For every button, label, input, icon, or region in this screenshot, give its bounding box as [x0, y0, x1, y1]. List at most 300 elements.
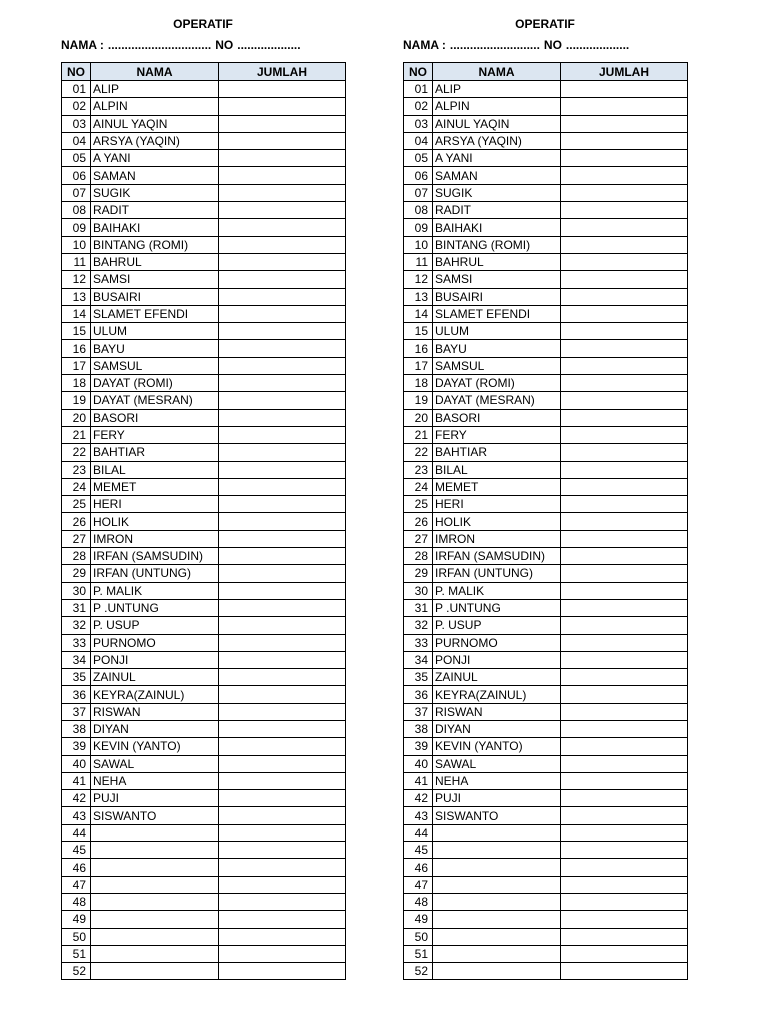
row-number: 41 [404, 772, 433, 789]
row-number: 51 [404, 945, 433, 962]
roster-body [62, 81, 346, 980]
row-amount-cell[interactable] [561, 184, 688, 201]
row-amount-cell[interactable] [219, 772, 346, 789]
row-amount-cell[interactable] [219, 755, 346, 772]
row-name: SAMSUL [433, 357, 561, 374]
row-name: P. USUP [433, 617, 561, 634]
row-amount-cell[interactable] [561, 253, 688, 270]
row-number: 21 [62, 426, 91, 443]
row-name: DAYAT (ROMI) [91, 375, 219, 392]
row-number: 50 [404, 928, 433, 945]
row-amount-cell[interactable] [219, 115, 346, 132]
row-amount-cell[interactable] [219, 426, 346, 443]
row-amount-cell[interactable] [561, 651, 688, 668]
table-row [62, 582, 346, 599]
table-row [404, 426, 688, 443]
row-name: ARSYA (YAQIN) [433, 132, 561, 149]
header-no: NO [62, 63, 91, 81]
row-amount-cell[interactable] [219, 513, 346, 530]
row-amount-cell[interactable] [561, 669, 688, 686]
row-name: ULUM [91, 323, 219, 340]
row-name [91, 824, 219, 841]
row-name: SAWAL [91, 755, 219, 772]
sheet-title: OPERATIF [173, 17, 233, 31]
row-name: BAHRUL [433, 253, 561, 270]
row-number: 31 [62, 599, 91, 616]
row-number: 48 [62, 893, 91, 910]
row-name: DAYAT (MESRAN) [433, 392, 561, 409]
row-amount-cell[interactable] [219, 928, 346, 945]
row-name: BASORI [91, 409, 219, 426]
row-number: 16 [62, 340, 91, 357]
table-row [62, 945, 346, 962]
row-amount-cell[interactable] [219, 184, 346, 201]
row-amount-cell[interactable] [219, 790, 346, 807]
row-name: HOLIK [433, 513, 561, 530]
row-number: 50 [62, 928, 91, 945]
row-number: 13 [62, 288, 91, 305]
row-name: SAMSI [91, 271, 219, 288]
row-number: 09 [404, 219, 433, 236]
row-amount-cell[interactable] [219, 669, 346, 686]
row-amount-cell[interactable] [219, 911, 346, 928]
row-amount-cell[interactable] [561, 444, 688, 461]
row-amount-cell[interactable] [219, 236, 346, 253]
row-number: 12 [404, 271, 433, 288]
row-name: P. USUP [91, 617, 219, 634]
row-number: 18 [62, 375, 91, 392]
table-row [404, 686, 688, 703]
table-row [404, 115, 688, 132]
row-name: IRFAN (SAMSUDIN) [91, 548, 219, 565]
row-amount-cell[interactable] [219, 963, 346, 980]
table-row [404, 184, 688, 201]
row-number: 01 [62, 81, 91, 98]
row-amount-cell[interactable] [219, 893, 346, 910]
row-amount-cell[interactable] [219, 202, 346, 219]
number-blank: ................... [237, 38, 301, 52]
row-name: IRFAN (SAMSUDIN) [433, 548, 561, 565]
table-row [404, 81, 688, 98]
table-row [404, 530, 688, 547]
row-number: 52 [62, 963, 91, 980]
row-name: SLAMET EFENDI [91, 305, 219, 322]
row-name: PONJI [433, 651, 561, 668]
row-amount-cell[interactable] [561, 617, 688, 634]
row-number: 28 [62, 548, 91, 565]
row-number: 48 [404, 893, 433, 910]
row-amount-cell[interactable] [561, 202, 688, 219]
row-number: 04 [62, 132, 91, 149]
row-number: 06 [62, 167, 91, 184]
row-number: 01 [404, 81, 433, 98]
table-row [62, 132, 346, 149]
header-row [62, 63, 346, 81]
row-number: 14 [62, 305, 91, 322]
row-amount-cell[interactable] [561, 461, 688, 478]
row-number: 30 [62, 582, 91, 599]
row-amount-cell[interactable] [561, 426, 688, 443]
table-row [62, 824, 346, 841]
row-amount-cell[interactable] [219, 167, 346, 184]
table-row [62, 548, 346, 565]
header-row [404, 63, 688, 81]
row-number: 42 [62, 790, 91, 807]
table-row [404, 669, 688, 686]
table-row [404, 167, 688, 184]
row-amount-cell[interactable] [219, 634, 346, 651]
row-amount-cell[interactable] [561, 634, 688, 651]
row-amount-cell[interactable] [219, 565, 346, 582]
table-row [404, 807, 688, 824]
table-row [62, 911, 346, 928]
row-amount-cell[interactable] [561, 150, 688, 167]
row-amount-cell[interactable] [219, 305, 346, 322]
row-name: KEYRA(ZAINUL) [433, 686, 561, 703]
row-name: IMRON [433, 530, 561, 547]
row-name: ZAINUL [91, 669, 219, 686]
row-amount-cell[interactable] [561, 548, 688, 565]
row-amount-cell[interactable] [561, 565, 688, 582]
row-amount-cell[interactable] [561, 582, 688, 599]
number-blank: ................... [565, 38, 630, 52]
row-number: 34 [404, 651, 433, 668]
row-amount-cell[interactable] [219, 859, 346, 876]
table-row [404, 323, 688, 340]
row-amount-cell[interactable] [561, 167, 688, 184]
row-name: BASORI [433, 409, 561, 426]
table-row [404, 132, 688, 149]
row-number: 45 [62, 842, 91, 859]
row-name [433, 893, 561, 910]
row-name: BINTANG (ROMI) [91, 236, 219, 253]
table-row [62, 790, 346, 807]
row-name: ALPIN [433, 98, 561, 115]
row-amount-cell[interactable] [219, 219, 346, 236]
row-name: P .UNTUNG [433, 599, 561, 616]
row-amount-cell[interactable] [561, 478, 688, 495]
row-number: 34 [62, 651, 91, 668]
row-number: 24 [404, 478, 433, 495]
row-number: 15 [62, 323, 91, 340]
row-amount-cell[interactable] [219, 686, 346, 703]
row-amount-cell[interactable] [561, 720, 688, 737]
row-amount-cell[interactable] [219, 98, 346, 115]
row-name: A YANI [433, 150, 561, 167]
row-number: 10 [404, 236, 433, 253]
row-amount-cell[interactable] [561, 340, 688, 357]
table-row [404, 305, 688, 322]
row-name [433, 945, 561, 962]
sheet-title: OPERATIF [515, 17, 575, 31]
table-row [62, 599, 346, 616]
row-name: IMRON [91, 530, 219, 547]
row-amount-cell[interactable] [219, 842, 346, 859]
table-row [62, 617, 346, 634]
row-number: 23 [404, 461, 433, 478]
table-row [404, 772, 688, 789]
table-row [404, 375, 688, 392]
row-amount-cell[interactable] [219, 548, 346, 565]
row-amount-cell[interactable] [561, 876, 688, 893]
table-row [404, 392, 688, 409]
table-row [404, 565, 688, 582]
row-amount-cell[interactable] [219, 340, 346, 357]
table-row [62, 323, 346, 340]
row-amount-cell[interactable] [561, 98, 688, 115]
table-row [404, 928, 688, 945]
row-name [91, 928, 219, 945]
row-name: HERI [433, 496, 561, 513]
row-name [91, 911, 219, 928]
row-number: 44 [62, 824, 91, 841]
row-amount-cell[interactable] [561, 738, 688, 755]
table-row [404, 893, 688, 910]
row-amount-cell[interactable] [219, 461, 346, 478]
row-amount-cell[interactable] [219, 323, 346, 340]
table-row [62, 271, 346, 288]
row-amount-cell[interactable] [561, 409, 688, 426]
table-row [404, 253, 688, 270]
table-row [404, 202, 688, 219]
table-row [404, 824, 688, 841]
row-amount-cell[interactable] [561, 790, 688, 807]
row-number: 21 [404, 426, 433, 443]
row-number: 49 [62, 911, 91, 928]
row-amount-cell[interactable] [219, 807, 346, 824]
row-amount-cell[interactable] [561, 599, 688, 616]
row-number: 26 [62, 513, 91, 530]
row-amount-cell[interactable] [219, 703, 346, 720]
table-row [404, 548, 688, 565]
row-amount-cell[interactable] [561, 392, 688, 409]
row-amount-cell[interactable] [219, 496, 346, 513]
row-name: SAMAN [433, 167, 561, 184]
table-row [62, 842, 346, 859]
row-amount-cell[interactable] [219, 271, 346, 288]
row-amount-cell[interactable] [219, 253, 346, 270]
table-row [62, 426, 346, 443]
table-row [404, 842, 688, 859]
row-name: FERY [433, 426, 561, 443]
table-row [404, 582, 688, 599]
row-number: 20 [62, 409, 91, 426]
row-amount-cell[interactable] [561, 530, 688, 547]
row-number: 05 [404, 150, 433, 167]
row-name: P .UNTUNG [91, 599, 219, 616]
row-amount-cell[interactable] [561, 824, 688, 841]
row-amount-cell[interactable] [219, 738, 346, 755]
row-amount-cell[interactable] [219, 357, 346, 374]
row-number: 47 [62, 876, 91, 893]
row-amount-cell[interactable] [561, 357, 688, 374]
row-amount-cell[interactable] [561, 496, 688, 513]
row-name: BUSAIRI [91, 288, 219, 305]
table-row [62, 928, 346, 945]
table-row [62, 392, 346, 409]
row-number: 15 [404, 323, 433, 340]
row-name [91, 893, 219, 910]
row-amount-cell[interactable] [561, 132, 688, 149]
table-row [404, 755, 688, 772]
name-number-line [61, 37, 361, 53]
row-number: 39 [62, 738, 91, 755]
table-row [404, 219, 688, 236]
row-amount-cell[interactable] [219, 720, 346, 737]
row-name [91, 842, 219, 859]
table-row [62, 634, 346, 651]
table-row [62, 669, 346, 686]
row-number: 19 [404, 392, 433, 409]
row-name: A YANI [91, 150, 219, 167]
row-amount-cell[interactable] [219, 132, 346, 149]
row-number: 25 [404, 496, 433, 513]
table-row [62, 859, 346, 876]
row-number: 13 [404, 288, 433, 305]
row-name: NEHA [433, 772, 561, 789]
table-row [404, 634, 688, 651]
table-row [62, 478, 346, 495]
row-name: DAYAT (ROMI) [433, 375, 561, 392]
row-amount-cell[interactable] [561, 236, 688, 253]
table-row [404, 703, 688, 720]
row-name: ALIP [433, 81, 561, 98]
row-number: 14 [404, 305, 433, 322]
row-amount-cell[interactable] [219, 409, 346, 426]
table-row [62, 305, 346, 322]
row-amount-cell[interactable] [219, 288, 346, 305]
table-row [62, 720, 346, 737]
row-name: PUJI [91, 790, 219, 807]
row-number: 03 [404, 115, 433, 132]
row-amount-cell[interactable] [561, 963, 688, 980]
row-name: BILAL [91, 461, 219, 478]
row-amount-cell[interactable] [561, 288, 688, 305]
row-number: 03 [62, 115, 91, 132]
row-amount-cell[interactable] [219, 444, 346, 461]
table-row [404, 617, 688, 634]
row-amount-cell[interactable] [219, 599, 346, 616]
row-amount-cell[interactable] [219, 617, 346, 634]
row-amount-cell[interactable] [561, 686, 688, 703]
name-blank: ............................... [107, 38, 212, 52]
row-amount-cell[interactable] [219, 150, 346, 167]
table-row [62, 236, 346, 253]
row-name: IRFAN (UNTUNG) [433, 565, 561, 582]
row-number: 25 [62, 496, 91, 513]
row-number: 39 [404, 738, 433, 755]
table-row [62, 755, 346, 772]
row-name: ARSYA (YAQIN) [91, 132, 219, 149]
table-row [404, 720, 688, 737]
row-amount-cell[interactable] [219, 375, 346, 392]
table-row [62, 530, 346, 547]
row-amount-cell[interactable] [561, 323, 688, 340]
row-name: SUGIK [433, 184, 561, 201]
table-row [404, 651, 688, 668]
table-row [404, 513, 688, 530]
row-name: HERI [91, 496, 219, 513]
row-amount-cell[interactable] [561, 928, 688, 945]
row-amount-cell[interactable] [219, 651, 346, 668]
row-amount-cell[interactable] [561, 859, 688, 876]
row-number: 11 [404, 253, 433, 270]
row-amount-cell[interactable] [219, 530, 346, 547]
table-row [62, 340, 346, 357]
row-name: BAIHAKI [433, 219, 561, 236]
row-name: BAHTIAR [91, 444, 219, 461]
table-row [62, 703, 346, 720]
row-amount-cell[interactable] [219, 81, 346, 98]
row-amount-cell[interactable] [561, 513, 688, 530]
row-amount-cell[interactable] [219, 876, 346, 893]
row-name: ALIP [91, 81, 219, 98]
row-number: 41 [62, 772, 91, 789]
table-row [62, 686, 346, 703]
row-number: 07 [62, 184, 91, 201]
row-number: 43 [404, 807, 433, 824]
row-number: 38 [62, 720, 91, 737]
row-amount-cell[interactable] [219, 824, 346, 841]
table-row [404, 461, 688, 478]
table-row [62, 150, 346, 167]
table-row [62, 461, 346, 478]
table-row [62, 167, 346, 184]
row-amount-cell[interactable] [561, 893, 688, 910]
table-row [404, 945, 688, 962]
row-number: 07 [404, 184, 433, 201]
table-row [404, 599, 688, 616]
row-number: 27 [62, 530, 91, 547]
row-amount-cell[interactable] [561, 271, 688, 288]
row-amount-cell[interactable] [219, 392, 346, 409]
row-name: BINTANG (ROMI) [433, 236, 561, 253]
table-row [404, 790, 688, 807]
row-amount-cell[interactable] [561, 219, 688, 236]
row-number: 36 [62, 686, 91, 703]
row-number: 33 [62, 634, 91, 651]
row-number: 45 [404, 842, 433, 859]
row-number: 08 [62, 202, 91, 219]
row-amount-cell[interactable] [561, 703, 688, 720]
row-amount-cell[interactable] [561, 81, 688, 98]
row-amount-cell[interactable] [561, 945, 688, 962]
row-number: 22 [62, 444, 91, 461]
row-amount-cell[interactable] [561, 305, 688, 322]
row-name: RADIT [433, 202, 561, 219]
table-row [62, 288, 346, 305]
row-amount-cell[interactable] [561, 375, 688, 392]
table-row [62, 963, 346, 980]
row-amount-cell[interactable] [219, 582, 346, 599]
row-amount-cell[interactable] [561, 115, 688, 132]
row-name [91, 963, 219, 980]
row-amount-cell[interactable] [219, 945, 346, 962]
row-number: 35 [62, 669, 91, 686]
row-number: 04 [404, 132, 433, 149]
row-amount-cell[interactable] [561, 842, 688, 859]
row-amount-cell[interactable] [561, 911, 688, 928]
row-amount-cell[interactable] [561, 772, 688, 789]
row-amount-cell[interactable] [561, 807, 688, 824]
row-name: PURNOMO [91, 634, 219, 651]
row-name [433, 859, 561, 876]
row-amount-cell[interactable] [561, 755, 688, 772]
table-row [62, 409, 346, 426]
row-amount-cell[interactable] [219, 478, 346, 495]
table-row [62, 651, 346, 668]
row-name: HOLIK [91, 513, 219, 530]
